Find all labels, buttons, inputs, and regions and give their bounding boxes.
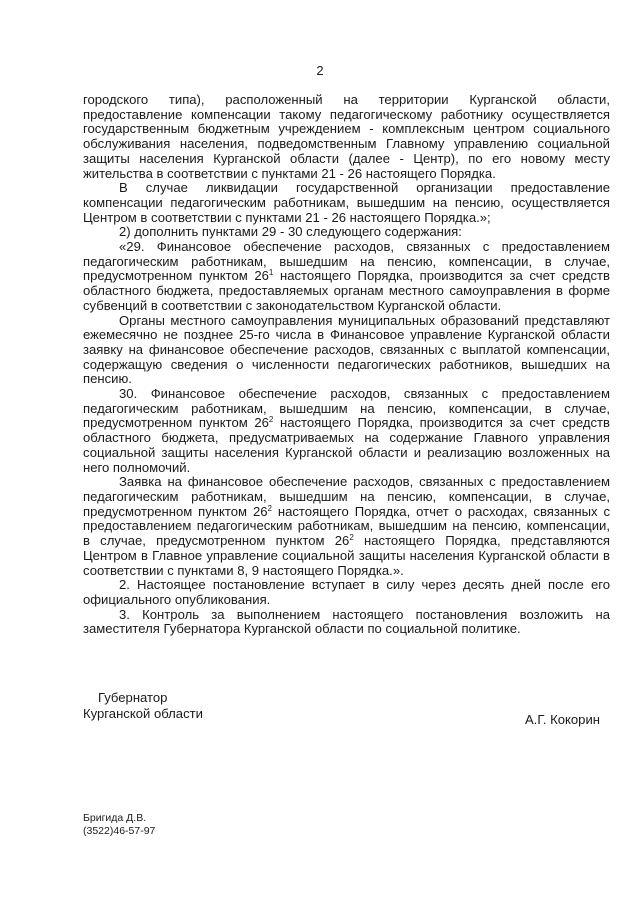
paragraph: [83, 314, 610, 388]
paragraph: [83, 578, 610, 607]
superscript: 2: [349, 533, 354, 543]
signature-title-line2: Курганской области: [83, 706, 203, 721]
text-run: Органы местного самоуправления муниципальных образований представляют ежемесячно не позднее 25-го числа в Финансовое управление Курганской области заявку на финансовое обеспечение расходов, связанных с выплатой компенсации, содержащую сведения о численности педагогических работников, вышедших на пенсию.: [83, 312, 610, 387]
text-run: «29. Финансовое обеспечение расходов, связанных с предоставлением педагогическим работникам, вышедшим на пенсию, компенсации, в случае, предусмотренном пунктом 26: [83, 239, 610, 284]
superscript: 2: [268, 415, 274, 425]
text-run: настоящего Порядка, производится за счет средств областного бюджета, предоставляемых органам местного самоуправления в форме субвенций в соответствии с законодательством Курганской области.: [83, 268, 610, 313]
text-run: Заявка на финансовое обеспечение расходов, связанных с предоставлением педагогическим работникам, вышедшим на пенсию, компенсации, в случае, предусмотренном пунктом 26: [83, 474, 610, 519]
text-run: настоящего Порядка, отчет о расходах, связанных с предоставлением педагогическим работникам, вышедшим на пенсию, компенсации, в случае, предусмотренном пунктом 26: [83, 503, 610, 549]
signature-name: А.Г. Кокорин: [524, 712, 600, 727]
paragraph: [83, 387, 610, 475]
paragraph: [83, 93, 610, 181]
paragraph: [83, 225, 610, 240]
page-number: 2: [316, 63, 324, 78]
paragraph: [83, 240, 610, 314]
text-run: 2. Настоящее постановление вступает в силу через десять дней после его официального опубликования.: [83, 577, 610, 607]
executor-name: Бригида Д.В.: [83, 812, 147, 824]
text-run: 3. Контроль за выполнением настоящего постановления возложить на заместителя Губернатора Курганской области по социальной политике.: [83, 606, 610, 637]
signature-title: [83, 690, 203, 722]
document-body: [83, 93, 610, 637]
text-run: В случае ликвидации государственной организации предоставление компенсации педагогическим работникам, вышедшим на пенсию, осуществляется Центром в соответствии с пунктами 21 - 26 настоящего Порядка.»;: [83, 180, 610, 225]
paragraph: [83, 608, 610, 637]
executor-info: [83, 812, 155, 838]
text-run: 2) дополнить пунктами 29 - 30 следующего содержания:: [119, 224, 462, 240]
signature-title-line1: Губернатор: [98, 690, 168, 705]
executor-phone: (3522)46-57-97: [83, 825, 156, 837]
text-run: настоящего Порядка, производится за счет средств областного бюджета, предусматриваемых на содержание Главного управления социальной защиты населения Курганской области и реализацию возложенных на него полномочий.: [83, 415, 610, 475]
text-run: настоящего Порядка, представляются Центром в Главное управление социальной защиты населения Курганской области в соответствии с пунктами 8, 9 настоящего Порядка.».: [83, 533, 611, 578]
text-run: 30. Финансовое обеспечение расходов, связанных с предоставлением педагогическим работникам, вышедшим на пенсию, компенсации, в случае, предусмотренном пунктом 26: [83, 386, 610, 431]
paragraph: [83, 475, 610, 578]
superscript: 1: [268, 268, 274, 278]
paragraph: [83, 181, 610, 225]
text-run: городского типа), расположенный на территории Курганской области, предоставление компенсации такому педагогическому работнику осуществляется государственным бюджетным учреждением - комплексным центром социального обслуживания населения, подведомственным Главному управлению социальной защиты населения Курганской области (далее - Центр), по его новому месту жительства в соответствии с пунктами 21 - 26 настоящего Порядка.: [83, 92, 610, 181]
superscript: 2: [267, 503, 272, 513]
